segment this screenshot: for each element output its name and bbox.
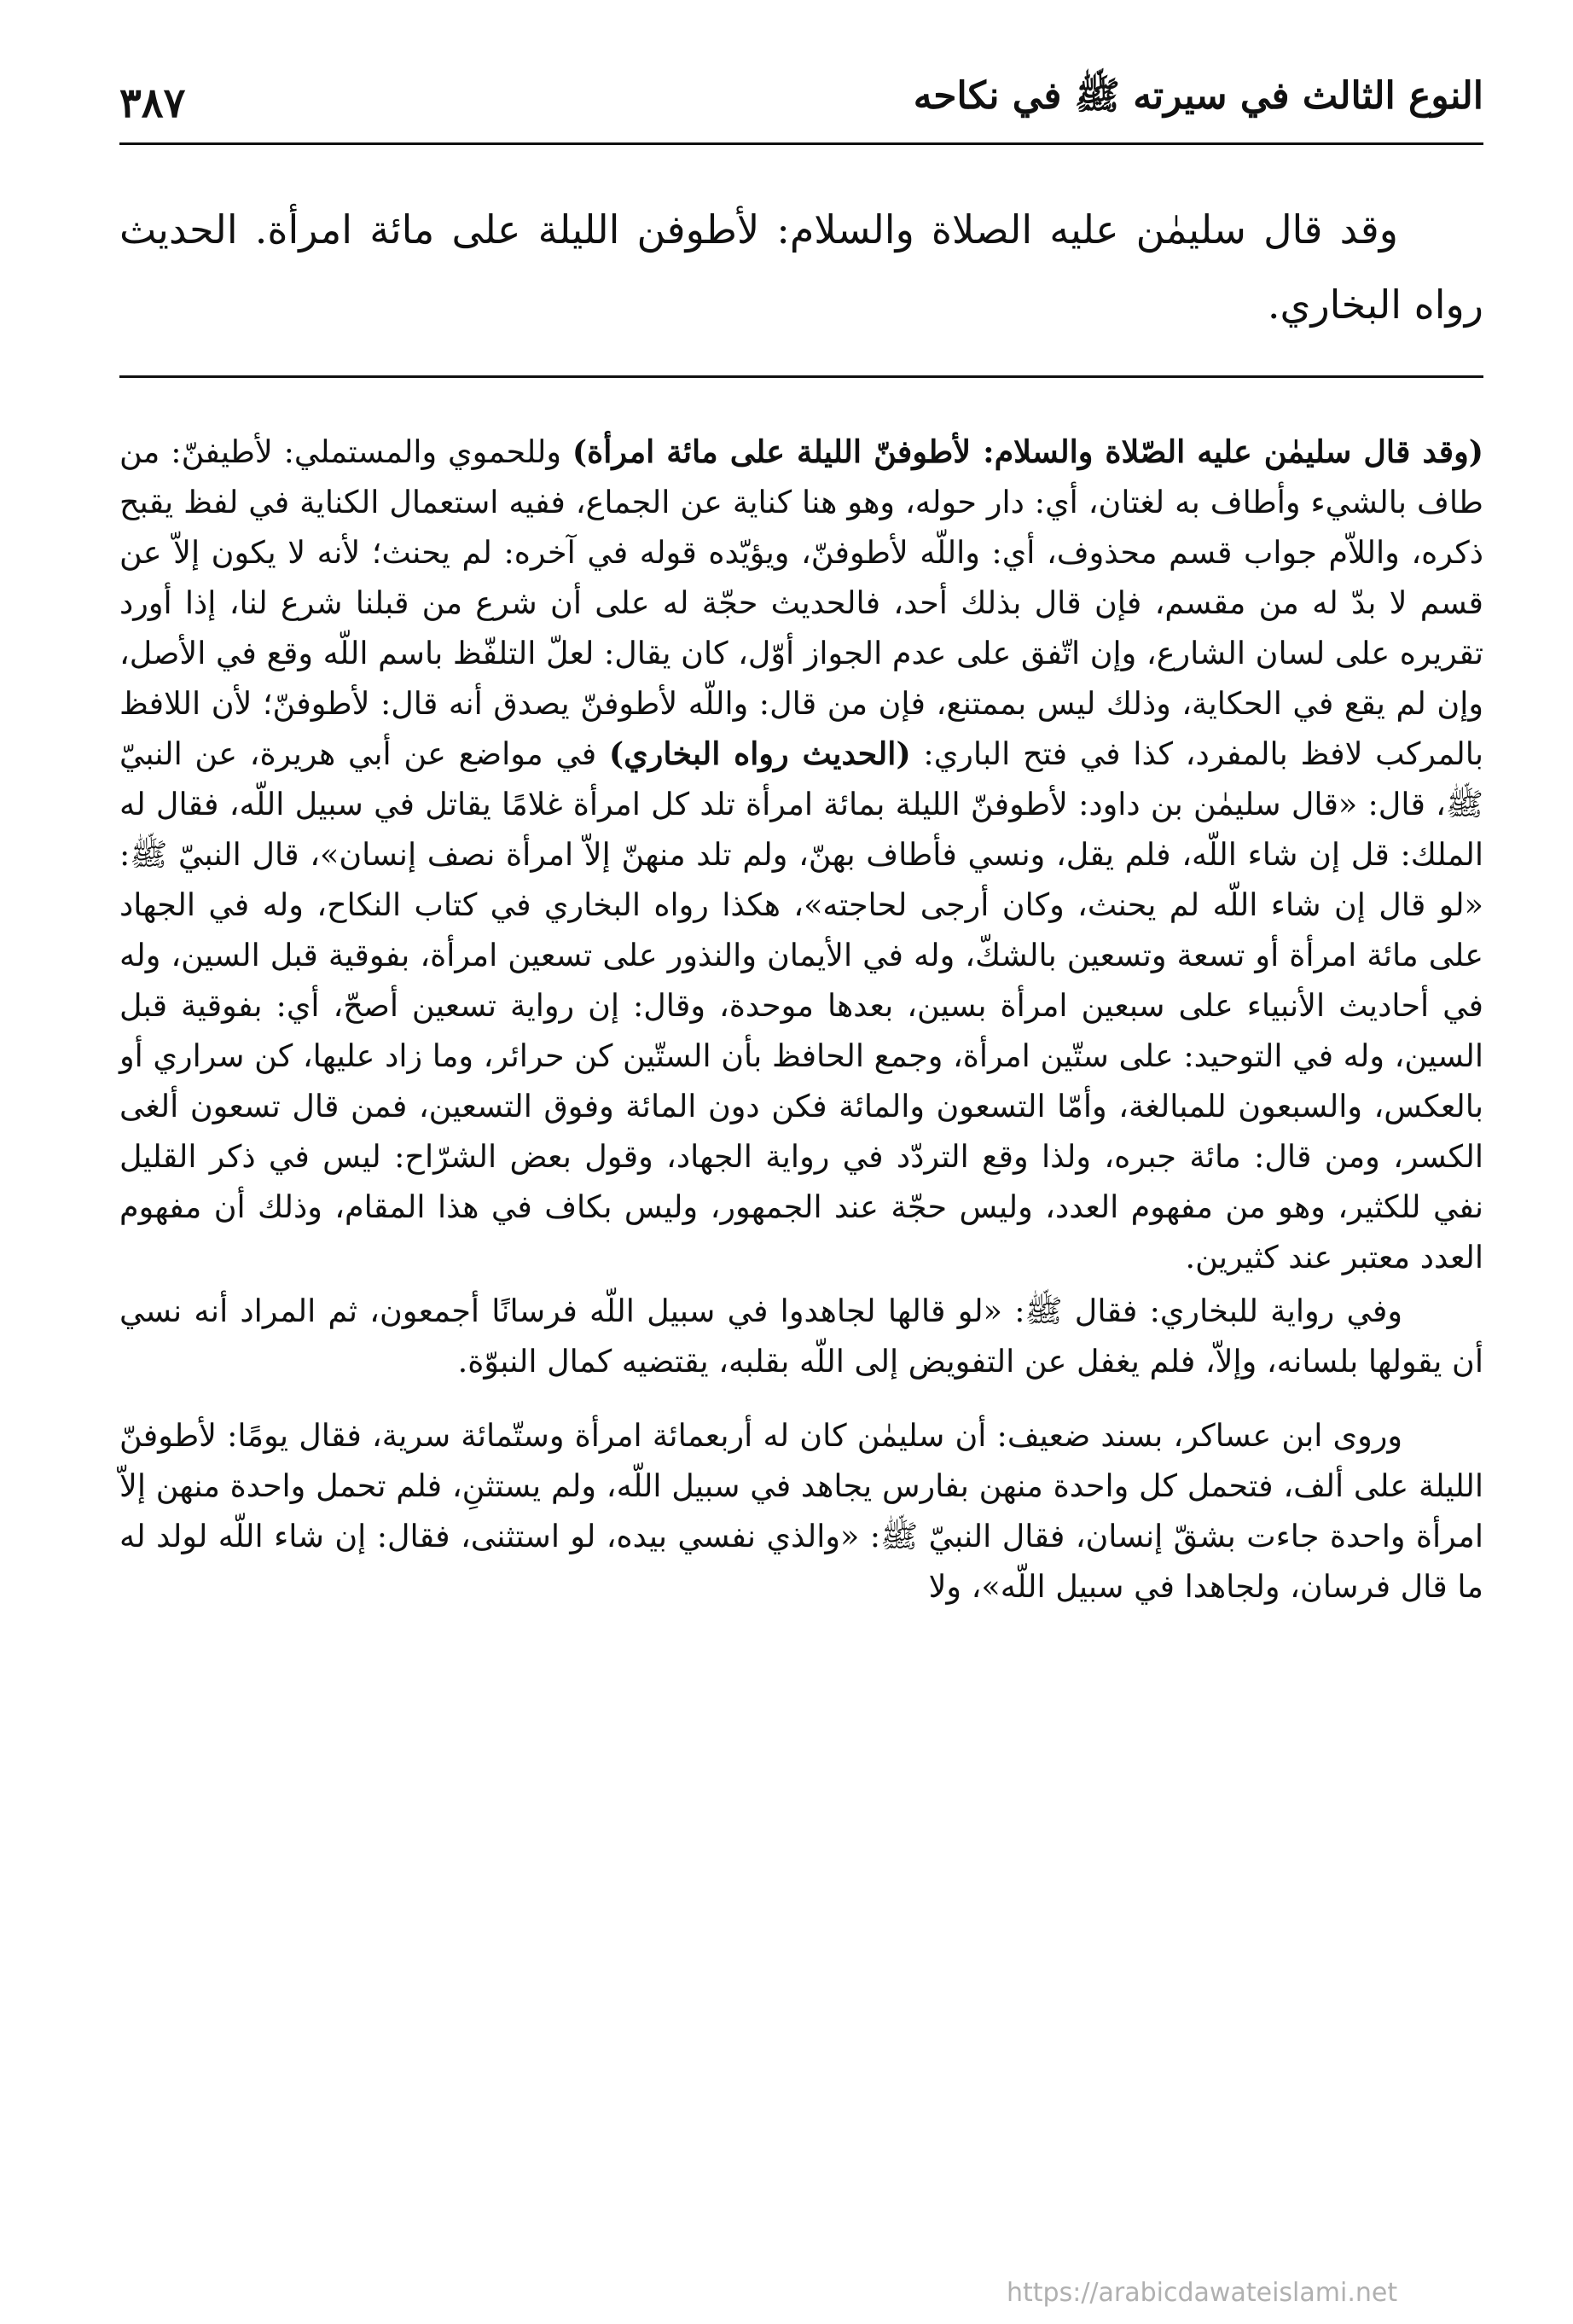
main-text-paragraph: وقد قال سليمٰن عليه الصلاة والسلام: لأطوفن الليلة على مائة امرأة. الحديث رواه البخاري.: [119, 206, 1483, 328]
commentary-lemma: (وقد قال سليمٰن عليه الصّلاة والسلام: لأطوفنّ الليلة على مائة امرأة): [572, 433, 1484, 470]
running-title: النوع الثالث في سيرته ﷺ في نكاحه: [913, 74, 1483, 118]
commentary: [119, 427, 1483, 1612]
commentary-paragraph-3: وروى ابن عساكر، بسند ضعيف: أن سليمٰن كان له أربعمائة امرأة وستّمائة سرية، فقال يومًا: لأطوفنّ الليلة على ألف، فتحمل كل واحدة منهن بفارس يجاهد في سبيل اللّه، ولم يستثنِ، فلم تحمل واحدة منهن إلاّ امرأة واحدة جاءت بشقّ إنسان، فقال النبيّ ﷺ: «والذي نفسي بيده، لو استثنى، فقال: إن شاء اللّه لولد له ما قال فرسان، ولجاهدا في سبيل اللّه»، ولا: [119, 1417, 1483, 1605]
commentary-paragraph-2: وفي رواية للبخاري: فقال ﷺ: «لو قالها لجاهدوا في سبيل اللّه فرسانًا أجمعون، ثم المراد أنه نسي أن يقولها بلسانه، وإلاّ، فلم يغفل عن التفويض إلى اللّه بقلبه، يقتضيه كمال النبوّة.: [119, 1293, 1483, 1380]
commentary-paragraph-1: [119, 427, 1483, 1282]
commentary-text: وللحموي والمستملي: لأطيفنّ: من طاف بالشيء وأطاف به لغتان، أي: دار حوله، وهو هنا كناية عن الجماع، ففيه استعمال الكناية في لفظ يقبح ذكره، واللاّم جواب قسم محذوف، أي: واللّه لأطوفنّ، ويؤيّده قوله في آخره: لم يحنث؛ لأنه لا يكون إلاّ عن قسم لا بدّ له من مقسم، فإن قال بذلك أحد، فالحديث حجّة له على أن شرع من قبلنا شرع لنا، إذا أورد تقريره على لسان الشارع، وإن اتّفق على عدم الجواز أوّل، كان يقال: لعلّ التلفّظ باسم اللّه وقع في الأصل، وإن لم يقع في الحكاية، وذلك ليس بممتنع، فإن من قال: واللّه لأطوفنّ يصدق أنه قال: لأطوفنّ؛ لأن اللافظ بالمركب لافظ بالمفرد، كذا في فتح الباري:: [119, 433, 1483, 772]
source-watermark: https://arabicdawateislami.net: [1007, 2278, 1398, 2308]
main-text: [119, 192, 1483, 342]
commentary-text-2: في مواضع عن أبي هريرة، عن النبيّ ﷺ، قال: «قال سليمٰن بن داود: لأطوفنّ الليلة بمائة امرأة تلد كل امرأة غلامًا يقاتل في سبيل اللّه، فقال له الملك: قل إن شاء اللّه، فلم يقل، ونسي فأطاف بهنّ، ولم تلد منهنّ إلاّ امرأة نصف إنسان»، قال النبيّ ﷺ: «لو قال إن شاء اللّه لم يحنث، وكان أرجى لحاجته»، هكذا رواه البخاري في كتاب النكاح، وله في الجهاد على مائة امرأة أو تسعة وتسعين بالشكّ، وله في الأيمان والنذور على تسعين امرأة، بفوقية قبل السين، وله في أحاديث الأنبياء على سبعين امرأة بسين، بعدها موحدة، وقال: إن رواية تسعين أصحّ، أي: بفوقية قبل السين، وله في التوحيد: على ستّين امرأة، وجمع الحافظ بأن الستّين كن حرائر، وما زاد عليها، كن سراري أو بالعكس، والسبعون للمبالغة، وأمّا التسعون والمائة فكن دون المائة وفوق التسعين، فمن قال تسعون ألغى الكسر، ومن قال: مائة جبره، ولذا وقع التردّد في رواية الجهاد، وقول بعض الشرّاح: ليس في ذكر القليل نفي للكثير، وهو من مفهوم العدد، وليس حجّة عند الجمهور، وليس بكاف في هذا المقام، وذلك أن مفهوم العدد معتبر عند كثيرين.: [119, 735, 1483, 1275]
page-number: ٣٨٧: [119, 79, 186, 127]
page-header: [119, 74, 1483, 145]
commentary-lemma-2: (الحديث رواه البخاري): [608, 735, 911, 772]
section-divider: [119, 375, 1483, 378]
